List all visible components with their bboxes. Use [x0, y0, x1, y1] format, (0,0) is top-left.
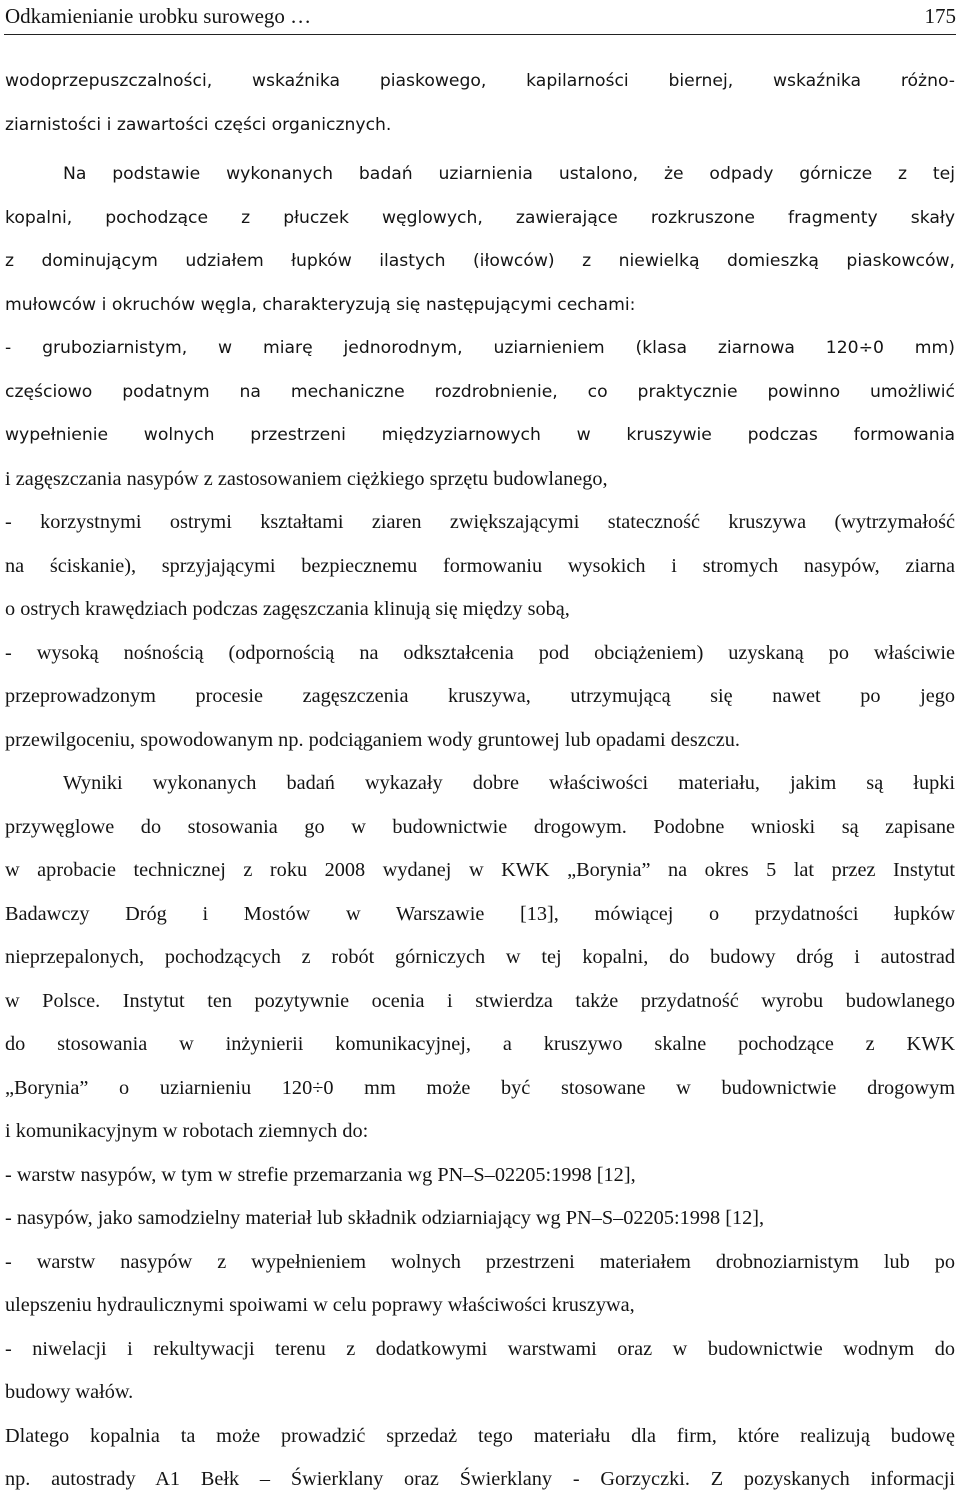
- text-line: kopalni, pochodzące z płuczek węglowych, zawierające rozkruszone fragmenty skały: [5, 207, 955, 228]
- text-line: np. autostrady A1 Bełk – Świerklany oraz Świerklany - Gorzyczki. Z pozyskanych informacji: [5, 1468, 955, 1490]
- text-line: nieprzepalonych, pochodzących z robót górniczych w tej kopalni, do budowy dróg i autostrad: [5, 946, 955, 968]
- text-line: i zagęszczania nasypów z zastosowaniem ciężkiego sprzętu budowlanego,: [5, 467, 608, 490]
- text-line: częściowo podatnym na mechaniczne rozdrobnienie, co praktycznie powinno umożliwić: [5, 381, 955, 402]
- text-line: w Polsce. Instytut ten pozytywnie ocenia i stwierdza także przydatność wyrobu budowlanego: [5, 989, 955, 1012]
- text-line: Badawczy Dróg i Mostów w Warszawie [13], mówiącej o przydatności łupków: [5, 902, 955, 925]
- text-line: na ściskanie), sprzyjającymi bezpiecznemu formowaniu wysokich i stromych nasypów, ziarna: [5, 554, 955, 577]
- text-line: budowy wałów.: [5, 1381, 134, 1403]
- text-line: ulepszeniu hydraulicznymi spoiwami w celu poprawy właściwości kruszywa,: [5, 1294, 635, 1316]
- text-line: i komunikacyjnym w robotach ziemnych do:: [5, 1120, 369, 1142]
- text-line: - gruboziarnistym, w miarę jednorodnym, uziarnieniem (klasa ziarnowa 120÷0 mm): [5, 338, 955, 358]
- text-line: Na podstawie wykonanych badań uziarnienia ustalono, że odpady górnicze z tej: [63, 164, 955, 184]
- text-line: - warstw nasypów, w tym w strefie przemarzania wg PN–S–02205:1998 [12],: [5, 1163, 636, 1186]
- header-title: Odkamienianie urobku surowego …: [5, 4, 312, 28]
- text-line: mułowców i okruchów węgla, charakteryzują się następującymi cechami:: [5, 294, 636, 315]
- text-line: - warstw nasypów z wypełnieniem wolnych przestrzeni materiałem drobnoziarnistym lub po: [5, 1250, 955, 1273]
- text-line: przeprowadzonym procesie zagęszczenia kruszywa, utrzymującą się nawet po jego: [5, 685, 955, 707]
- running-header: [4, 0, 956, 35]
- text-line: do stosowania w inżynierii komunikacyjnej, a kruszywo skalne pochodzące z KWK: [5, 1033, 955, 1055]
- text-line: wypełnienie wolnych przestrzeni międzyziarnowych w kruszywie podczas formowania: [5, 425, 955, 445]
- text-line: z dominującym udziałem łupków ilastych (iłowców) z niewielką domieszką piaskowców,: [5, 251, 955, 271]
- text-line: - wysoką nośnością (odpornością na odkształcenia pod obciążeniem) uzyskaną po właściwie: [5, 641, 955, 664]
- text-line: ziarnistości i zawartości części organicznych.: [5, 114, 392, 135]
- text-line: w aprobacie technicznej z roku 2008 wydanej w KWK „Borynia” na okres 5 lat przez Instytut: [5, 859, 955, 881]
- text-line: - niwelacji i rekultywacji terenu z dodatkowymi warstwami oraz w budownictwie wodnym do: [5, 1337, 955, 1360]
- text-line: wodoprzepuszczalności, wskaźnika piaskowego, kapilarności biernej, wskaźnika różno-: [5, 71, 955, 91]
- text-line: Wyniki wykonanych badań wykazały dobre właściwości materiału, jakim są łupki: [63, 772, 955, 794]
- text-line: - korzystnymi ostrymi kształtami ziaren zwiększającymi stateczność kruszywa (wytrzymałość: [5, 511, 955, 533]
- text-line: przewilgoceniu, spowodowanym np. podciąganiem wody gruntowej lub opadami deszczu.: [5, 728, 741, 751]
- page-number: 175: [924, 4, 956, 28]
- text-line: o ostrych krawędziach podczas zagęszczania klinują się między sobą,: [5, 598, 570, 620]
- text-line: - nasypów, jako samodzielny materiał lub składnik odziarniający wg PN–S–02205:1998 [12],: [5, 1207, 765, 1229]
- text-line: Dlatego kopalnia ta może prowadzić sprzedaż tego materiału dla firm, które realizują budowę: [5, 1424, 955, 1447]
- text-line: „Borynia” o uziarnieniu 120÷0 mm może być stosowane w budownictwie drogowym: [5, 1076, 955, 1099]
- text-line: przywęglowe do stosowania go w budownictwie drogowym. Podobne wnioski są zapisane: [5, 815, 955, 838]
